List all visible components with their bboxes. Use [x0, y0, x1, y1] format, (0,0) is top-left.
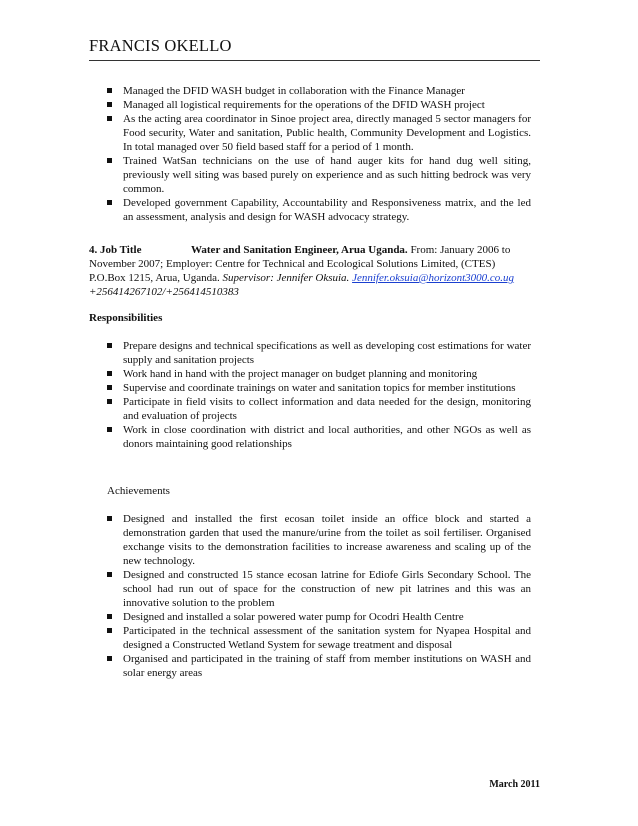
square-bullet-icon	[107, 371, 112, 376]
list-item: Supervise and coordinate trainings on water and sanitation topics for member institutions	[107, 381, 531, 395]
square-bullet-icon	[107, 656, 112, 661]
header-name: FRANCIS OKELLO	[89, 36, 232, 55]
square-bullet-icon	[107, 427, 112, 432]
job-number-label: 4. Job Title	[89, 244, 142, 256]
list-item: Managed all logistical requirements for the operations of the DFID WASH project	[107, 98, 531, 112]
job-entry	[89, 243, 531, 299]
square-bullet-icon	[107, 158, 112, 163]
footer-date: March 2011	[489, 779, 540, 790]
square-bullet-icon	[107, 343, 112, 348]
responsibilities-heading: Responsibilities	[89, 312, 163, 324]
list-item: Trained WatSan technicians on the use of hand auger kits for hand dug well siting, previously well siting was based purely on experience and as such hitting bedrock was very common.	[107, 154, 531, 196]
list-item: Organised and participated in the training of staff from member institutions on WASH and solar energy areas	[107, 652, 531, 680]
square-bullet-icon	[107, 88, 112, 93]
square-bullet-icon	[107, 399, 112, 404]
job-details: From: January 2006 to November 2007; Employer: Centre for Technical and Ecological Solutions Limited, (CTES) P.O.Box 1215, Arua, Uganda.	[89, 244, 511, 284]
responsibilities-list	[107, 339, 531, 451]
square-bullet-icon	[107, 628, 112, 633]
list-item: Work in close coordination with district and local authorities, and other NGOs as well as donors maintaining good relationships	[107, 423, 531, 451]
list-item: Designed and constructed 15 stance ecosan latrine for Ediofe Girls Secondary School. The school had run out of space for the construction of new pit latrines and this was an innovative solution to the problem	[107, 568, 531, 610]
square-bullet-icon	[107, 200, 112, 205]
list-item: Designed and installed the first ecosan toilet inside an office block and started a demonstration garden that used the manure/urine from the toilet as soil fertiliser. Organised exchange visits to the demonstration facilities to increase awareness and scaling up of the new technology.	[107, 512, 531, 568]
list-item: Prepare designs and technical specifications as well as developing cost estimations for water supply and sanitation projects	[107, 339, 531, 367]
job-role: Water and Sanitation Engineer, Arua Uganda.	[191, 244, 408, 256]
square-bullet-icon	[107, 116, 112, 121]
supervisor-email-link[interactable]: Jennifer.oksuia@horizont3000.co.ug	[352, 272, 515, 284]
list-item: Participate in field visits to collect information and data needed for the design, monitoring and evaluation of projects	[107, 395, 531, 423]
list-item: Designed and installed a solar powered water pump for Ocodri Health Centre	[107, 610, 531, 624]
list-item: As the acting area coordinator in Sinoe project area, directly managed 5 sector managers for Food security, Water and sanitation, Public health, Community Development and Logistics. In total managed over 50 field based staff for a period of 1 month.	[107, 112, 531, 154]
job-phones: +256414267102/+256414510383	[89, 286, 239, 298]
square-bullet-icon	[107, 614, 112, 619]
list-item: Managed the DFID WASH budget in collaboration with the Finance Manager	[107, 84, 531, 98]
list-item: Work hand in hand with the project manager on budget planning and monitoring	[107, 367, 531, 381]
square-bullet-icon	[107, 516, 112, 521]
job-supervisor: Supervisor: Jennifer Oksuia.	[222, 272, 353, 284]
list-item: Participated in the technical assessment of the sanitation system for Nyapea Hospital and designed a Constructed Wetland System for sewage treatment and disposal	[107, 624, 531, 652]
header-divider	[89, 60, 540, 61]
square-bullet-icon	[107, 572, 112, 577]
square-bullet-icon	[107, 385, 112, 390]
achievements-list	[107, 512, 531, 680]
achievements-heading: Achievements	[107, 485, 170, 497]
list-item: Developed government Capability, Accountability and Responsiveness matrix, and the led an assessment, analysis and design for WASH advocacy strategy.	[107, 196, 531, 224]
square-bullet-icon	[107, 102, 112, 107]
previous-job-bullet-list	[107, 84, 531, 224]
